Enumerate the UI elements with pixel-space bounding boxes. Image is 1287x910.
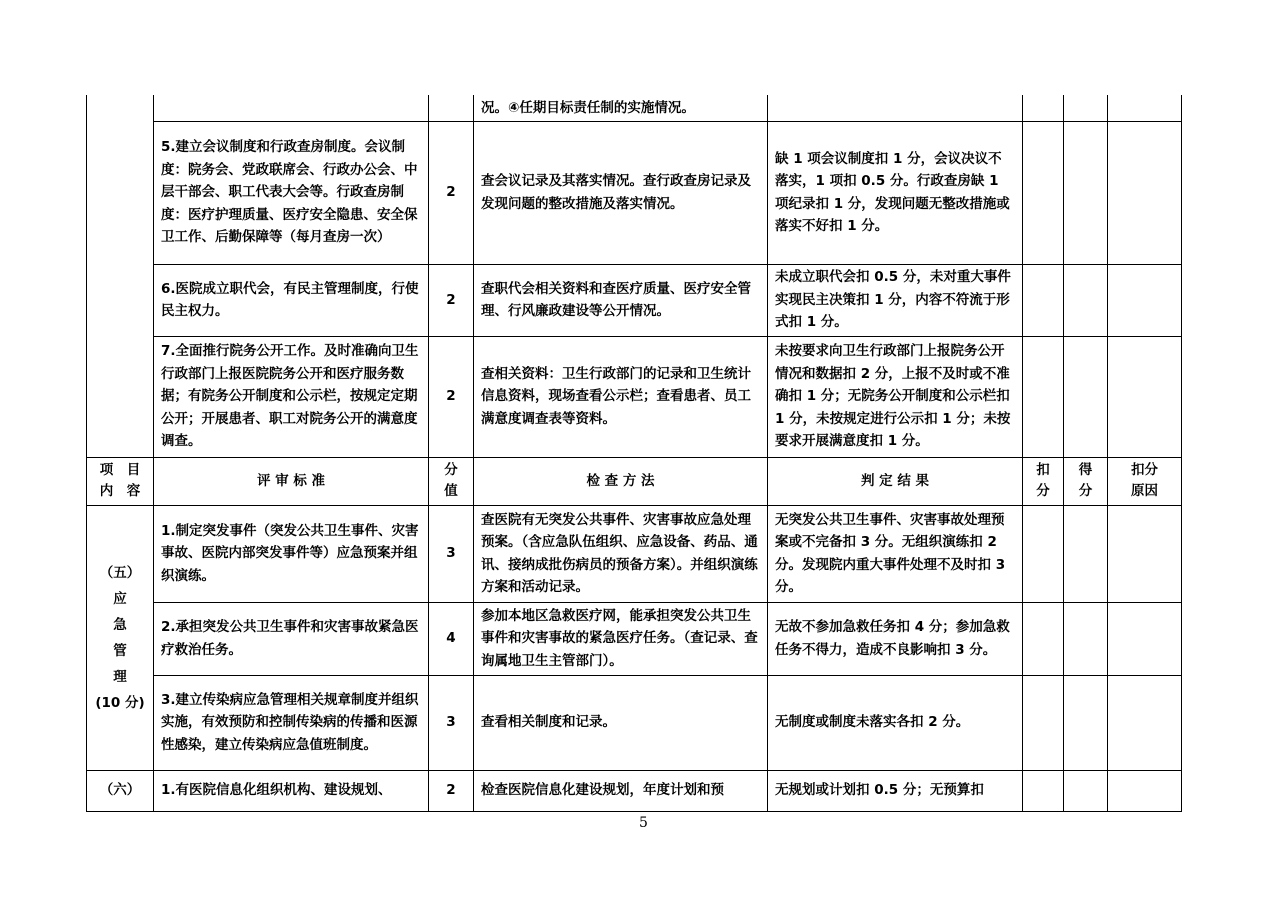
table-row xyxy=(87,121,1182,264)
table-row xyxy=(87,336,1182,457)
section-label-info: （六） xyxy=(87,770,154,811)
got-cell xyxy=(1064,264,1108,336)
standard-cell: 6.医院成立职代会，有民主管理制度，行使民主权力。 xyxy=(154,264,429,336)
section-label-char: 急 xyxy=(113,616,127,633)
got-cell xyxy=(1064,121,1108,264)
score-cell: 2 xyxy=(429,264,474,336)
section-label-number: （五） xyxy=(99,564,141,581)
table-row xyxy=(87,675,1182,770)
got-cell xyxy=(1064,505,1108,602)
reason-cell xyxy=(1108,121,1182,264)
page-number: 5 xyxy=(639,815,648,831)
section-label-char: 管 xyxy=(113,642,127,659)
score-cell xyxy=(429,95,474,121)
deduct-cell xyxy=(1023,121,1064,264)
table-row xyxy=(87,770,1182,811)
table-row xyxy=(87,95,1182,121)
standard-cell xyxy=(154,95,429,121)
got-cell xyxy=(1064,770,1108,811)
deduct-cell xyxy=(1023,675,1064,770)
standard-cell: 1.制定突发事件（突发公共卫生事件、灾害事故、医院内部突发事件等）应急预案并组织演练。 xyxy=(154,505,429,602)
score-cell: 2 xyxy=(429,121,474,264)
header-result: 判 定 结 果 xyxy=(768,457,1023,505)
table-header-row xyxy=(87,457,1182,505)
result-cell: 未成立职代会扣 0.5 分，未对重大事件实现民主决策扣 1 分，内容不符流于形式扣 1 分。 xyxy=(768,264,1023,336)
reason-cell xyxy=(1108,505,1182,602)
header-deduct xyxy=(1023,457,1064,505)
score-cell: 3 xyxy=(429,675,474,770)
header-got xyxy=(1064,457,1108,505)
method-cell: 查医院有无突发公共事件、灾害事故应急处理预案。（含应急队伍组织、应急设备、药品、通讯、接纳成批伤病员的预备方案）。并组织演练方案和活动记录。 xyxy=(474,505,768,602)
header-reason-line1: 扣分 xyxy=(1131,462,1158,478)
deduct-cell xyxy=(1023,505,1064,602)
header-deduct-line1: 扣 xyxy=(1036,462,1050,478)
header-got-line2: 分 xyxy=(1078,483,1093,499)
header-method: 检 查 方 法 xyxy=(474,457,768,505)
table-row xyxy=(87,602,1182,675)
reason-cell xyxy=(1108,95,1182,121)
got-cell xyxy=(1064,602,1108,675)
deduct-cell xyxy=(1023,602,1064,675)
score-cell: 3 xyxy=(429,505,474,602)
reason-cell xyxy=(1108,336,1182,457)
got-cell xyxy=(1064,336,1108,457)
method-cell: 况。④任期目标责任制的实施情况。 xyxy=(474,95,768,121)
header-deduct-line2: 分 xyxy=(1036,483,1050,499)
method-cell: 检查医院信息化建设规划，年度计划和预 xyxy=(474,770,768,811)
project-cell-continued xyxy=(87,95,154,457)
result-cell: 缺 1 项会议制度扣 1 分，会议决议不落实，1 项扣 0.5 分。行政查房缺 1 项纪录扣 1 分，发现问题无整改措施或落实不好扣 1 分。 xyxy=(768,121,1023,264)
section-label-char: 应 xyxy=(113,590,127,607)
header-reason-line2: 原因 xyxy=(1131,483,1158,499)
got-cell xyxy=(1064,95,1108,121)
section-label-points: (10 分) xyxy=(95,694,145,711)
header-project-line2: 内 容 xyxy=(99,483,141,499)
got-cell xyxy=(1064,675,1108,770)
header-score-line1: 分 xyxy=(444,462,458,478)
header-reason xyxy=(1108,457,1182,505)
result-cell: 未按要求向卫生行政部门上报院务公开情况和数据扣 2 分，上报不及时或不准确扣 1 分；无院务公开制度和公示栏扣 1 分，未按规定进行公示扣 1 分；未按要求开展满意度扣 1 分。 xyxy=(768,336,1023,457)
method-cell: 查会议记录及其落实情况。查行政查房记录及发现问题的整改措施及落实情况。 xyxy=(474,121,768,264)
standard-cell: 1.有医院信息化组织机构、建设规划、 xyxy=(154,770,429,811)
method-cell: 参加本地区急救医疗网，能承担突发公共卫生事件和灾害事故的紧急医疗任务。（查记录、查询属地卫生主管部门）。 xyxy=(474,602,768,675)
result-cell xyxy=(768,95,1023,121)
score-cell: 2 xyxy=(429,770,474,811)
deduct-cell xyxy=(1023,770,1064,811)
reason-cell xyxy=(1108,770,1182,811)
result-cell: 无规划或计划扣 0.5 分；无预算扣 xyxy=(768,770,1023,811)
result-cell: 无故不参加急救任务扣 4 分；参加急救任务不得力，造成不良影响扣 3 分。 xyxy=(768,602,1023,675)
score-cell: 2 xyxy=(429,336,474,457)
header-project-line1: 项 目 xyxy=(99,462,141,478)
score-cell: 4 xyxy=(429,602,474,675)
method-cell: 查相关资料：卫生行政部门的记录和卫生统计信息资料，现场查看公示栏；查看患者、员工满意度调查表等资料。 xyxy=(474,336,768,457)
result-cell: 无制度或制度未落实各扣 2 分。 xyxy=(768,675,1023,770)
standard-cell: 3.建立传染病应急管理相关规章制度并组织实施，有效预防和控制传染病的传播和医源性感染，建立传染病应急值班制度。 xyxy=(154,675,429,770)
method-cell: 查职代会相关资料和查医疗质量、医疗安全管理、行风廉政建设等公开情况。 xyxy=(474,264,768,336)
header-standard: 评 审 标 准 xyxy=(154,457,429,505)
method-cell: 查看相关制度和记录。 xyxy=(474,675,768,770)
result-cell: 无突发公共卫生事件、灾害事故处理预案或不完备扣 3 分。无组织演练扣 2 分。发现院内重大事件处理不及时扣 3 分。 xyxy=(768,505,1023,602)
table-row xyxy=(87,505,1182,602)
standard-cell: 5.建立会议制度和行政查房制度。会议制度：院务会、党政联席会、行政办公会、中层干部会、职工代表大会等。行政查房制度：医疗护理质量、医疗安全隐患、安全保卫工作、后勤保障等（每月查房一次） xyxy=(154,121,429,264)
header-score-line2: 值 xyxy=(444,483,458,499)
standard-cell: 2.承担突发公共卫生事件和灾害事故紧急医疗救治任务。 xyxy=(154,602,429,675)
deduct-cell xyxy=(1023,264,1064,336)
reason-cell xyxy=(1108,675,1182,770)
evaluation-table xyxy=(86,95,1182,812)
deduct-cell xyxy=(1023,95,1064,121)
table-row xyxy=(87,264,1182,336)
header-project xyxy=(87,457,154,505)
section-label-emergency xyxy=(87,505,154,770)
reason-cell xyxy=(1108,602,1182,675)
header-score xyxy=(429,457,474,505)
section-label-char: 理 xyxy=(113,668,127,685)
deduct-cell xyxy=(1023,336,1064,457)
header-got-line1: 得 xyxy=(1078,462,1093,478)
reason-cell xyxy=(1108,264,1182,336)
standard-cell: 7.全面推行院务公开工作。及时准确向卫生行政部门上报医院院务公开和医疗服务数据；有院务公开制度和公示栏，按规定定期公开；开展患者、职工对院务公开的满意度调查。 xyxy=(154,336,429,457)
